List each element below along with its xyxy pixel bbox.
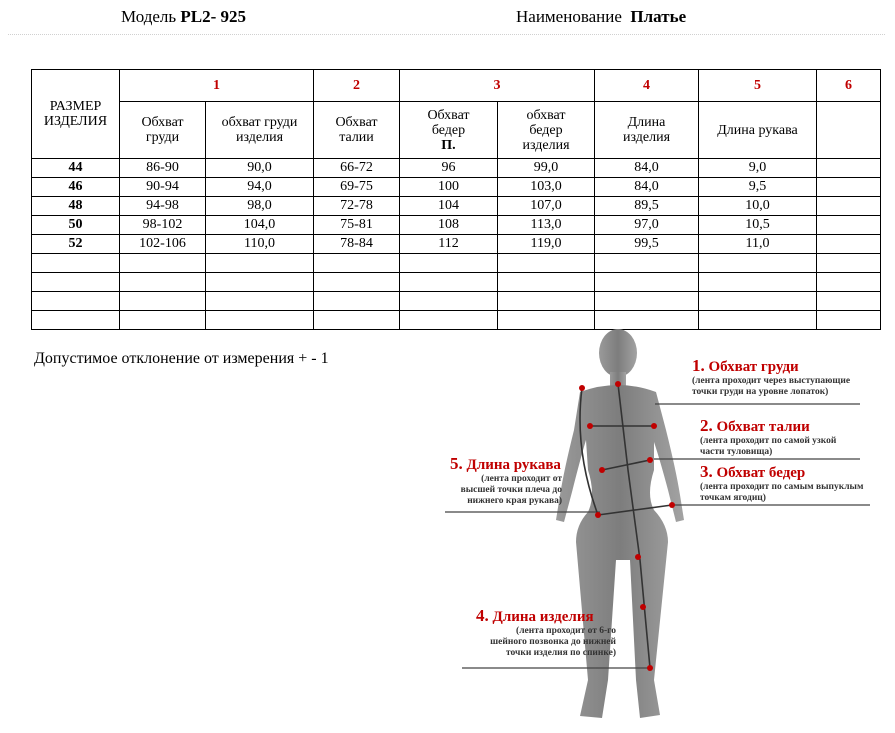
table-cell: 10,5 [699, 216, 817, 235]
table-cell [498, 292, 595, 311]
table-cell [817, 178, 881, 197]
model-label: Модель [121, 7, 177, 26]
table-cell: 72-78 [314, 197, 400, 216]
table-cell [699, 273, 817, 292]
table-cell [699, 254, 817, 273]
table-row [32, 197, 881, 216]
table-cell [120, 292, 206, 311]
size-cell [32, 311, 120, 330]
table-cell: 112 [400, 235, 498, 254]
table-cell [817, 273, 881, 292]
table-cell: 78-84 [314, 235, 400, 254]
table-row [32, 273, 881, 292]
table-cell [314, 254, 400, 273]
column-header-garment-hips: обхват бедер изделия [498, 102, 595, 159]
group-number-2: 2 [314, 70, 400, 102]
table-cell [206, 311, 314, 330]
table-cell [314, 311, 400, 330]
table-cell [206, 254, 314, 273]
product-name-value: Платье [630, 7, 687, 26]
table-cell [595, 273, 699, 292]
table-cell: 84,0 [595, 159, 699, 178]
group-number-5: 5 [699, 70, 817, 102]
table-row [32, 292, 881, 311]
table-row [32, 235, 881, 254]
header-divider [8, 34, 885, 35]
table-cell: 96 [400, 159, 498, 178]
table-cell: 100 [400, 178, 498, 197]
group-number-1: 1 [120, 70, 314, 102]
size-cell: 44 [32, 159, 120, 178]
table-cell [817, 292, 881, 311]
group-number-3: 3 [400, 70, 595, 102]
table-cell: 99,0 [498, 159, 595, 178]
table-cell: 10,0 [699, 197, 817, 216]
table-cell: 89,5 [595, 197, 699, 216]
model-value: PL2- 925 [180, 7, 247, 26]
column-header-garment-length: Длина изделия [595, 102, 699, 159]
table-cell: 98-102 [120, 216, 206, 235]
size-cell: 52 [32, 235, 120, 254]
size-cell [32, 273, 120, 292]
size-cell: 50 [32, 216, 120, 235]
table-cell [817, 235, 881, 254]
silhouette [556, 329, 684, 718]
size-cell [32, 292, 120, 311]
table-cell: 9,0 [699, 159, 817, 178]
table-cell [400, 254, 498, 273]
group-number-4: 4 [595, 70, 699, 102]
table-cell [400, 273, 498, 292]
table-row [32, 178, 881, 197]
table-cell: 69-75 [314, 178, 400, 197]
callout-waist: 2. Обхват талии (лента проходит по самой узкой части туловища) [700, 416, 837, 457]
table-cell: 108 [400, 216, 498, 235]
size-rows [32, 159, 881, 330]
size-cell [32, 254, 120, 273]
column-header-empty [817, 102, 881, 159]
tolerance-note: Допустимое отклонение от измерения + - 1 [34, 350, 329, 367]
table-cell: 99,5 [595, 235, 699, 254]
table-cell: 103,0 [498, 178, 595, 197]
callout-hips: 3. Обхват бедер (лента проходит по самым выпуклым точкам ягодиц) [700, 462, 864, 503]
table-cell: 104,0 [206, 216, 314, 235]
table-cell: 119,0 [498, 235, 595, 254]
table-cell [206, 292, 314, 311]
table-cell [314, 292, 400, 311]
table-cell [206, 273, 314, 292]
column-header-hips: Обхват бедер П. [400, 102, 498, 159]
size-cell: 48 [32, 197, 120, 216]
table-cell: 94-98 [120, 197, 206, 216]
table-cell [120, 311, 206, 330]
model-line [121, 7, 246, 27]
table-cell: 94,0 [206, 178, 314, 197]
table-cell: 104 [400, 197, 498, 216]
table-cell: 113,0 [498, 216, 595, 235]
table-row [32, 254, 881, 273]
size-chart-table [31, 69, 881, 330]
table-cell: 90-94 [120, 178, 206, 197]
table-cell [120, 273, 206, 292]
table-cell [120, 254, 206, 273]
table-cell: 110,0 [206, 235, 314, 254]
table-cell [314, 273, 400, 292]
table-cell: 66-72 [314, 159, 400, 178]
callout-chest: 1. Обхват груди (лента проходит через выступающие точки груди на уровне лопаток) [692, 356, 851, 397]
table-cell: 98,0 [206, 197, 314, 216]
size-cell: 46 [32, 178, 120, 197]
size-header-cell: РАЗМЕР ИЗДЕЛИЯ [32, 70, 120, 159]
table-cell: 107,0 [498, 197, 595, 216]
table-cell [817, 254, 881, 273]
table-cell [400, 292, 498, 311]
table-cell [817, 216, 881, 235]
table-cell [817, 197, 881, 216]
callout-garment-length: 4. Длина изделия (лента проходит от 6-го шейного позвонка до нижней точки изделия по спинке) [476, 606, 616, 658]
table-cell: 86-90 [120, 159, 206, 178]
table-cell [498, 273, 595, 292]
table-cell: 75-81 [314, 216, 400, 235]
table-cell: 97,0 [595, 216, 699, 235]
table-cell [498, 254, 595, 273]
product-name-label: Наименование [516, 7, 622, 26]
table-cell: 9,5 [699, 178, 817, 197]
table-cell: 11,0 [699, 235, 817, 254]
group-number-6: 6 [817, 70, 881, 102]
column-header-garment-chest: обхват груди изделия [206, 102, 314, 159]
table-row [32, 159, 881, 178]
column-header-sleeve-length: Длина рукава [699, 102, 817, 159]
table-cell: 84,0 [595, 178, 699, 197]
table-cell [699, 292, 817, 311]
measurement-figure [440, 320, 890, 728]
table-cell [817, 159, 881, 178]
table-row [32, 216, 881, 235]
table-cell [595, 254, 699, 273]
column-header-chest: Обхват груди [120, 102, 206, 159]
table-cell: 102-106 [120, 235, 206, 254]
document-header [0, 0, 895, 40]
callout-sleeve-length: 5. Длина рукава (лента проходит от высшей точки плеча до нижнего края рукава) [450, 454, 562, 506]
table-cell: 90,0 [206, 159, 314, 178]
product-name-line [516, 7, 686, 27]
column-header-waist: Обхват талии [314, 102, 400, 159]
table-cell [595, 292, 699, 311]
